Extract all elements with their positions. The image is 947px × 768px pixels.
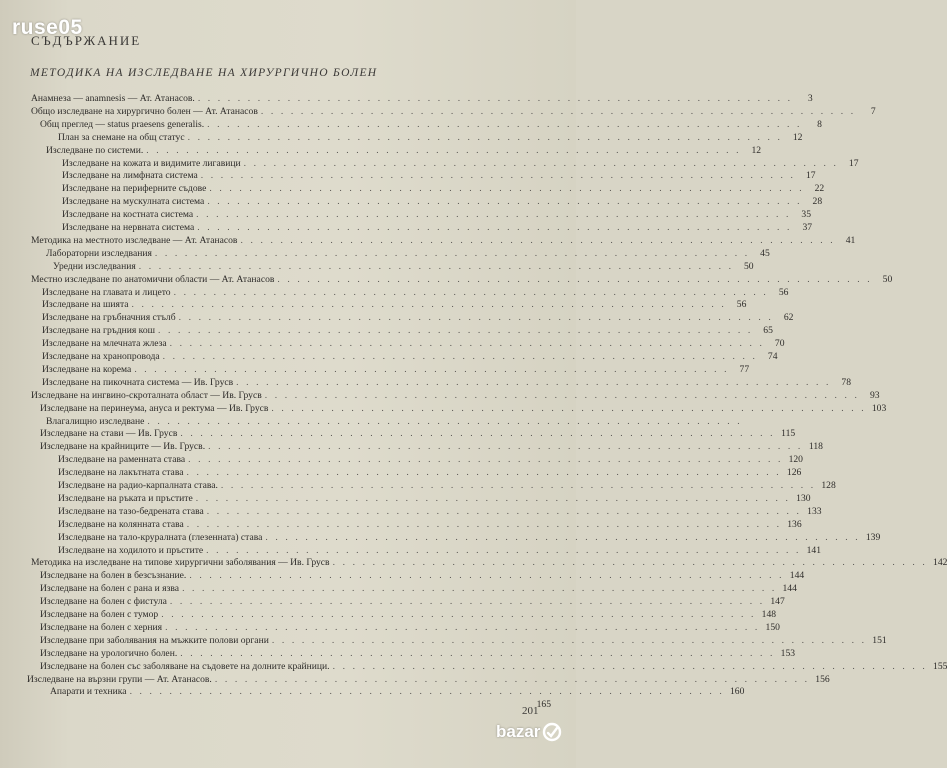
toc-entry-title: Изследване на главата и лицето: [42, 287, 171, 298]
toc-entry: [58, 544, 821, 556]
toc-entry-title: Изследване на тало-круралната (глезенната) става: [58, 532, 263, 543]
toc-entry-page: 22: [814, 183, 825, 194]
toc-leader-dots: . . . . . . . . . . . . . . . . . . . . . . . . . . . . . . . . . . . . . . . . . . . . . . . . . . . . . . . . . . . .: [154, 248, 750, 259]
toc-entry-title: Изследване на стави — Ив. Грусв: [40, 428, 178, 439]
toc-leader-dots: . . . . . . . . . . . . . . . . . . . . . . . . . . . . . . . . . . . . . . . . . . . . . . . . . . . . . . . . . . . .: [180, 428, 776, 439]
toc-leader-dots: . . . . . . . . . . . . . . . . . . . . . . . . . . . . . . . . . . . . . . . . . . . . . . . . . . . . . . . . . . . .: [131, 299, 727, 310]
toc-entry-page: 62: [783, 312, 794, 323]
toc-entry-title: Изследване на ингвино-скроталната област — Ив. Грусв: [31, 390, 262, 401]
toc-entry-page: 151: [872, 635, 887, 646]
toc-entry: [62, 157, 859, 169]
toc-entry-page: 3: [807, 93, 813, 104]
toc-entry: [46, 144, 762, 156]
toc-entry-page: 115: [781, 428, 796, 439]
toc-entry-page: 41: [845, 235, 856, 246]
toc-entry: [40, 621, 780, 633]
toc-leader-dots: . . . . . . . . . . . . . . . . . . . . . . . . . . . . . . . . . . . . . . . . . . . . . . . . . . . . . . . . . . . .: [134, 364, 730, 375]
toc-entry-page: 37: [802, 222, 813, 233]
toc-entry: [58, 505, 822, 517]
page-title: СЪДЪРЖАНИЕ: [31, 33, 142, 48]
toc-entry-title: Изследване на тазо-бедрената става: [58, 506, 204, 517]
toc-entry: [42, 337, 785, 349]
toc-leader-dots: . . . . . . . . . . . . . . . . . . . . . . . . . . . . . . . . . . . . . . . . . . . . . . . . . . . . . . . . . . . .: [206, 545, 801, 556]
toc-entry: [46, 247, 770, 259]
toc-entry-page: 28: [812, 196, 823, 207]
toc-leader-dots: . . . . . . . . . . . . . . . . . . . . . . . . . . . . . . . . . . . . . . . . . . . . . . . . . . . . . . . . . . . .: [220, 480, 816, 491]
toc-entry-title: Изследване на мускулната система: [62, 196, 205, 207]
toc-leader-dots: . . . . . . . . . . . . . . . . . . . . . . . . . . . . . . . . . . . . . . . . . . . . . . . . . . . . . . . . . . . .: [214, 674, 810, 685]
toc-entry-page: 126: [786, 467, 802, 478]
toc-entry: [40, 402, 887, 414]
toc-entry-title: Изследване на болен с фистула: [40, 596, 167, 607]
toc-entry-title: Методика на местното изследване — Ат. Атанасов: [31, 235, 238, 246]
toc-entry-page: 150: [765, 622, 780, 633]
toc-entry-page: 70: [774, 338, 785, 349]
toc-entry: [31, 556, 947, 568]
toc-entry-page: 65: [763, 325, 773, 336]
toc-entry-page: 160: [730, 686, 745, 697]
toc-leader-dots: . . . . . . . . . . . . . . . . . . . . . . . . . . . . . . . . . . . . . . . . . . . . . . . . . . . . . . . . . . . .: [195, 493, 791, 504]
toc-entry-title: Изследване на болен с херния: [40, 622, 163, 633]
toc-leader-dots: . . . . . . . . . . . . . . . . . . . . . . . . . . . . . . . . . . . . . . . . . . . . . . . . . . . . . . . . . . . .: [147, 416, 743, 427]
toc-leader-dots: . . . . . . . . . . . . . . . . . . . . . . . . . . . . . . . . . . . . . . . . . . . . . . . . . . . . . . . . . . . .: [162, 351, 758, 362]
toc-entry: [40, 608, 777, 620]
toc-entry-title: Изследване на нервната система: [62, 222, 195, 233]
toc-entry: [40, 595, 785, 607]
toc-entry: [42, 363, 750, 375]
toc-entry-page: 165: [536, 699, 551, 710]
toc-entry-title: Изследване на корема: [42, 364, 132, 375]
toc-entry-title: Изследване на болен с рана и язва: [40, 583, 180, 594]
toc-entry-page: 93: [869, 390, 880, 401]
toc-entry-page: 153: [780, 648, 796, 659]
toc-leader-dots: . . . . . . . . . . . . . . . . . . . . . . . . . . . . . . . . . . . . . . . . . . . . . . . . . . . . . . . . . . . .: [271, 403, 867, 414]
toc-entry-page: 35: [801, 209, 811, 220]
toc-entry: [58, 492, 811, 504]
toc-entry-title: Изследване на вързни групи — Ат. Атанасов.: [27, 674, 212, 685]
toc-leader-dots: . . . . . . . . . . . . . . . . . . . . . . . . . . . . . . . . . . . . . . . . . . . . . . . . . . . . . . . . . . . .: [209, 183, 805, 194]
toc-entry-title: Изследване при заболявания на мъжките полови органи: [40, 635, 269, 646]
toc-entry-page: 74: [767, 351, 778, 362]
toc-entry-title: Методика на изследване на типове хирургични заболявания — Ив. Грусв: [31, 557, 330, 568]
toc-entry-title: Анамнеза — anamnesis — Ат. Атанасов.: [31, 93, 195, 104]
toc-entry-title: Общо изследване на хирургично болен — Ат. Атанасов: [31, 106, 258, 117]
toc-entry-page: 141: [806, 545, 821, 556]
toc-entry: [62, 182, 825, 194]
toc-entry-title: Влагалищно изследване: [46, 416, 145, 427]
toc-entry-title: Изследване на колянната става: [58, 519, 184, 530]
toc-entry: [40, 582, 797, 594]
toc-leader-dots: . . . . . . . . . . . . . . . . . . . . . . . . . . . . . . . . . . . . . . . . . . . . . . . . . . . . . . . . . . . .: [186, 467, 782, 478]
toc-entry: [27, 673, 830, 685]
toc-leader-dots: . . . . . . . . . . . . . . . . . . . . . . . . . . . . . . . . . . . . . . . . . . . . . . . . . . . . . . . . . . . .: [277, 274, 873, 285]
toc-entry: [31, 273, 893, 285]
toc-entry: [40, 118, 822, 130]
toc-leader-dots: . . . . . . . . . . . . . . . . . . . . . . . . . . . . . . . . . . . . . . . . . . . . . . . . . . . . . . . . . . . .: [169, 596, 765, 607]
toc-entry-title: План за снемане на общ статус: [58, 132, 185, 143]
toc-entry-title: Изследване на болен със заболяване на съдовете на долните крайници.: [40, 661, 330, 672]
toc-leader-dots: . . . . . . . . . . . . . . . . . . . . . . . . . . . . . . . . . . . . . . . . . . . . . . . . . . . . . . . . . . . .: [243, 158, 839, 169]
toc-entry: [42, 350, 778, 362]
toc-entry: [58, 131, 803, 143]
toc-entry-page: 133: [807, 506, 822, 517]
watermark-brand: [496, 722, 562, 742]
toc-leader-dots: . . . . . . . . . . . . . . . . . . . . . . . . . . . . . . . . . . . . . . . . . . . . . . . . . . . . . . . . . . . .: [187, 132, 783, 143]
toc-entry: [40, 440, 823, 452]
toc-entry-title: Общ преглед — status praesens generalis.: [40, 119, 205, 130]
toc-entry-title: Изследване на болен в безсъзнание.: [40, 570, 187, 581]
section-heading: МЕТОДИКА НА ИЗСЛЕДВАНЕ НА ХИРУРГИЧНО БОЛЕН: [30, 67, 378, 79]
watermark-brand-text: bazar: [496, 722, 541, 741]
toc-entry-title: Изследване на крайниците — Ив. Грусв.: [40, 441, 206, 452]
toc-leader-dots: . . . . . . . . . . . . . . . . . . . . . . . . . . . . . . . . . . . . . . . . . . . . . . . . . . . . . . . . . . . .: [207, 196, 803, 207]
toc-entry: [50, 685, 745, 697]
toc-entry-title: Изследване на периферните съдове: [62, 183, 207, 194]
toc-entry-title: Изследване на хранопровода: [42, 351, 160, 362]
toc-entry: [42, 311, 794, 323]
toc-entry: [58, 479, 836, 491]
toc-entry-title: Изследване на костната система: [62, 209, 194, 220]
toc-entry-title: Изследване на пикочната система — Ив. Грусв: [42, 377, 234, 388]
toc-leader-dots: . . . . . . . . . . . . . . . . . . . . . . . . . . . . . . . . . . . . . . . . . . . . . . . . . . . . . . . . . . . .: [189, 570, 785, 581]
toc-entry: [62, 195, 823, 207]
toc-leader-dots: . . . . . . . . . . . . . . . . . . . . . . . . . . . . . . . . . . . . . . . . . . . . . . . . . . . . . . . . . . . .: [207, 119, 802, 130]
toc-entry-title: Изследване по системи.: [46, 145, 144, 156]
toc-entry: [58, 698, 551, 710]
toc-entry: [40, 647, 796, 659]
toc-leader-dots: . . . . . . . . . . . . . . . . . . . . . . . . . . . . . . . . . . . . . . . . . . . . . . . . . . . . . . . . . . . .: [165, 622, 760, 633]
toc-entry-title: Изследване на кожата и видимите лигавици: [62, 158, 241, 169]
toc-leader-dots: . . . . . . . . . . . . . . . . . . . . . . . . . . . . . . . . . . . . . . . . . . . . . . . . . . . . . . . . . . . .: [188, 454, 783, 465]
toc-entry-title: Апарати и техника: [50, 686, 127, 697]
toc-entry-title: Изследване на урологично болен.: [40, 648, 178, 659]
toc-entry-title: Изследване на ръката и пръстите: [58, 493, 193, 504]
toc-entry: [31, 389, 880, 401]
toc-leader-dots: . . . . . . . . . . . . . . . . . . . . . . . . . . . . . . . . . . . . . . . . . . . . . . . . . . . . . . . . . . . .: [146, 145, 742, 156]
toc-leader-dots: . . . . . . . . . . . . . . . . . . . . . . . . . . . . . . . . . . . . . . . . . . . . . . . . . . . . . . . . . . . .: [332, 661, 928, 672]
toc-entry-title: Изследване на перинеума, ануса и ректума — Ив. Грусв: [40, 403, 269, 414]
toc-entry-page: 120: [788, 454, 803, 465]
toc-entry-title: Местно изследване по анатомични области — Ат. Атанасов: [31, 274, 275, 285]
toc-entry: [31, 92, 813, 104]
toc-entry-page: 128: [821, 480, 836, 491]
toc-leader-dots: . . . . . . . . . . . . . . . . . . . . . . . . . . . . . . . . . . . . . . . . . . . . . . . . . . . . . . . . . . . .: [186, 519, 782, 530]
toc-entry-title: Уредни изследвания: [53, 261, 136, 272]
toc-leader-dots: . . . . . . . . . . . . . . . . . . . . . . . . . . . . . . . . . . . . . . . . . . . . . . . . . . . . . . . . . . . .: [158, 325, 753, 336]
toc-entry-title: Изследване на раменната става: [58, 454, 186, 465]
toc-leader-dots: . . . . . . . . . . . . . . . . . . . . . . . . . . . . . . . . . . . . . . . . . . . . . . . . . . . . . . . . . . . .: [332, 557, 928, 568]
toc-entry: [42, 376, 851, 388]
toc-entry-title: Изследване на гръдния кош: [42, 325, 156, 336]
toc-entry-page: 78: [841, 377, 851, 388]
toc-leader-dots: . . . . . . . . . . . . . . . . . . . . . . . . . . . . . . . . . . . . . . . . . . . . . . . . . . . . . . . . . . . .: [260, 106, 856, 117]
toc-entry: [42, 286, 789, 298]
toc-entry: [40, 660, 947, 672]
toc-entry-page: 17: [805, 170, 816, 181]
toc-entry-page: 136: [787, 519, 802, 530]
toc-entry-page: 147: [770, 596, 785, 607]
toc-leader-dots: . . . . . . . . . . . . . . . . . . . . . . . . . . . . . . . . . . . . . . . . . . . . . . . . . . . . . . . . . . . .: [197, 222, 793, 233]
toc-entry-page: 50: [882, 274, 893, 285]
toc-leader-dots: . . . . . . . . . . . . . . . . . . . . . . . . . . . . . . . . . . . . . . . . . . . . . . . . . . . . . . . . . . . .: [178, 312, 774, 323]
toc-entry-page: 130: [796, 493, 811, 504]
page-number: 201: [522, 705, 539, 717]
toc-entry-page: 8: [817, 119, 822, 130]
toc-entry-title: Изследване на радио-карпалната става.: [58, 480, 218, 491]
toc-leader-dots: . . . . . . . . . . . . . . . . . . . . . . . . . . . . . . . . . . . . . . . . . . . . . . . . . . . . . . . . . . . .: [161, 609, 757, 620]
toc-entry-page: 148: [761, 609, 777, 620]
toc-entry: [40, 427, 796, 439]
bazar-logo-icon: [542, 722, 562, 742]
toc-entry-title: Изследване на ходилото и пръстите: [58, 545, 204, 556]
toc-leader-dots: . . . . . . . . . . . . . . . . . . . . . . . . . . . . . . . . . . . . . . . . . . . . . . . . . . . . . . . . . . . .: [264, 390, 860, 401]
toc-entry-page: 103: [871, 403, 887, 414]
toc-leader-dots: . . . . . . . . . . . . . . . . . . . . . . . . . . . . . . . . . . . . . . . . . . . . . . . . . . . . . . . . . . . .: [200, 170, 796, 181]
toc-entry-page: 139: [865, 532, 881, 543]
toc-entry-title: Изследване на гръбначния стълб: [42, 312, 176, 323]
toc-leader-dots: . . . . . . . . . . . . . . . . . . . . . . . . . . . . . . . . . . . . . . . . . . . . . . . . . . . . . . . . . . . .: [138, 261, 734, 272]
toc-leader-dots: . . . . . . . . . . . . . . . . . . . . . . . . . . . . . . . . . . . . . . . . . . . . . . . . . . . . . . . . . . . .: [196, 209, 791, 220]
toc-leader-dots: . . . . . . . . . . . . . . . . . . . . . . . . . . . . . . . . . . . . . . . . . . . . . . . . . . . . . . . . . . . .: [240, 235, 836, 246]
toc-entry: [58, 466, 802, 478]
toc-entry-title: Изследване на болен с тумор: [40, 609, 159, 620]
toc-entry-page: 156: [815, 674, 830, 685]
toc-entry-title: Изследване на шията: [42, 299, 129, 310]
toc-entry-page: 77: [739, 364, 750, 375]
toc-entry-page: 12: [751, 145, 762, 156]
toc-leader-dots: . . . . . . . . . . . . . . . . . . . . . . . . . . . . . . . . . . . . . . . . . . . . . . . . . . . . . . . . . . . .: [271, 635, 867, 646]
toc-entry: [62, 221, 813, 233]
toc-entry-page: 142: [933, 557, 947, 568]
toc-entry: [31, 234, 856, 246]
toc-entry: [46, 415, 743, 427]
watermark-logo: ruse05: [12, 16, 83, 39]
toc-entry-page: 118: [808, 441, 823, 452]
toc-entry-page: 56: [736, 299, 747, 310]
toc-leader-dots: . . . . . . . . . . . . . . . . . . . . . . . . . . . . . . . . . . . . . . . . . . . . . . . . . . . . . . . . . . . .: [182, 583, 777, 594]
toc-entry-page: 12: [792, 132, 803, 143]
toc-entry-page: 144: [782, 583, 797, 594]
toc-entry-title: Изследване на лимфната система: [62, 170, 198, 181]
toc-entry: [62, 208, 811, 220]
toc-entry: [42, 324, 773, 336]
toc-leader-dots: . . . . . . . . . . . . . . . . . . . . . . . . . . . . . . . . . . . . . . . . . . . . . . . . . . . . . . . . . . . .: [208, 441, 803, 452]
toc-entry-page: 17: [848, 158, 859, 169]
toc-entry-page: 50: [743, 261, 754, 272]
toc-entry-page: 45: [760, 248, 770, 259]
toc-entry-page: 155: [933, 661, 947, 672]
toc-leader-dots: . . . . . . . . . . . . . . . . . . . . . . . . . . . . . . . . . . . . . . . . . . . . . . . . . . . . . . . . . . . .: [206, 506, 802, 517]
toc-entry: [42, 298, 747, 310]
toc-entry-page: 144: [789, 570, 805, 581]
toc-entry: [58, 453, 803, 465]
toc-leader-dots: . . . . . . . . . . . . . . . . . . . . . . . . . . . . . . . . . . . . . . . . . . . . . . . . . . . . . . . . . . . .: [173, 287, 769, 298]
toc-entry-title: Изследване на млечната жлеза: [42, 338, 167, 349]
toc-leader-dots: . . . . . . . . . . . . . . . . . . . . . . . . . . . . . . . . . . . . . . . . . . . . . . . . . . . . . . . . . . . .: [169, 338, 765, 349]
toc-leader-dots: . . . . . . . . . . . . . . . . . . . . . . . . . . . . . . . . . . . . . . . . . . . . . . . . . . . . . . . . . . . .: [129, 686, 725, 697]
toc-leader-dots: . . . . . . . . . . . . . . . . . . . . . . . . . . . . . . . . . . . . . . . . . . . . . . . . . . . . . . . . . . . .: [236, 377, 831, 388]
toc-entry-title: Изследване на лакътната става: [58, 467, 184, 478]
toc-leader-dots: . . . . . . . . . . . . . . . . . . . . . . . . . . . . . . . . . . . . . . . . . . . . . . . . . . . . . . . . . . . .: [265, 532, 861, 543]
toc-entry: [58, 531, 881, 543]
toc-entry-page: 56: [778, 287, 789, 298]
toc-entry: [40, 634, 887, 646]
toc-entry: [31, 105, 876, 117]
toc-leader-dots: . . . . . . . . . . . . . . . . . . . . . . . . . . . . . . . . . . . . . . . . . . . . . . . . . . . . . . . . . . . .: [197, 93, 793, 104]
toc-entry: [40, 569, 805, 581]
toc-entry: [58, 518, 802, 530]
toc-entry: [62, 169, 816, 181]
toc-leader-dots: . . . . . . . . . . . . . . . . . . . . . . . . . . . . . . . . . . . . . . . . . . . . . . . . . . . . . . . . . . . .: [180, 648, 776, 659]
toc-entry: [53, 260, 754, 272]
toc-entry-title: Лабораторни изследвания: [46, 248, 152, 259]
toc-entry-page: 7: [870, 106, 876, 117]
